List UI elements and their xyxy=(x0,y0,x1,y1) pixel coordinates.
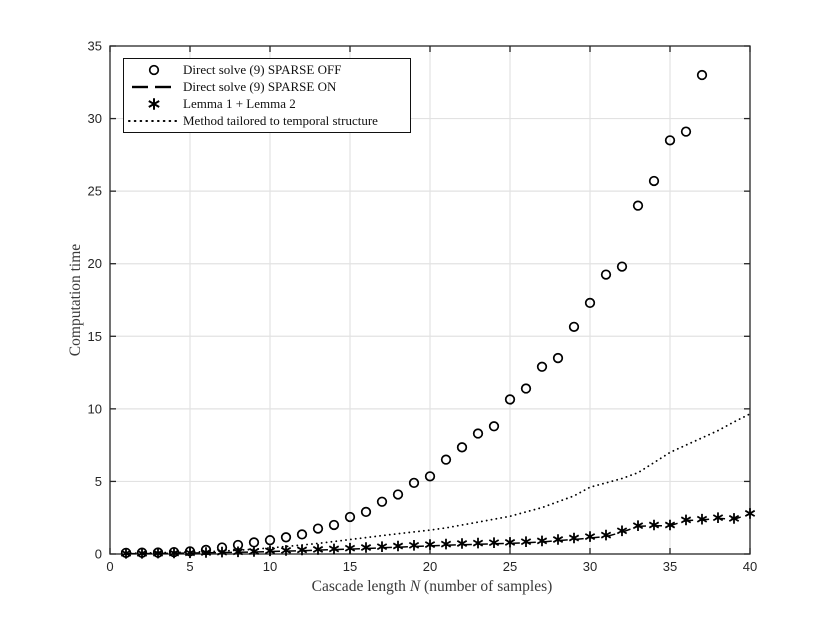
x-tick-label: 40 xyxy=(742,559,758,574)
asterisk-marker xyxy=(553,534,562,545)
asterisk-marker xyxy=(345,543,354,554)
y-tick-label: 5 xyxy=(94,473,102,489)
circle-marker xyxy=(298,530,307,539)
asterisk-marker xyxy=(489,537,498,548)
series-line xyxy=(126,414,750,553)
circle-marker xyxy=(250,538,259,547)
series-sparse-on xyxy=(126,514,750,554)
y-tick-label: 0 xyxy=(94,546,102,562)
circle-marker xyxy=(570,323,579,332)
asterisk-marker xyxy=(713,512,722,523)
series-sparse-off xyxy=(122,71,707,557)
circle-marker xyxy=(314,524,323,533)
circle-marker xyxy=(474,429,483,438)
circle-marker xyxy=(490,422,499,431)
asterisk-marker xyxy=(473,538,482,549)
asterisk-marker xyxy=(505,537,514,548)
y-tick-label: 20 xyxy=(87,256,102,272)
x-tick-label: 20 xyxy=(422,559,438,574)
y-tick-label: 15 xyxy=(87,328,102,344)
x-tick-label: 35 xyxy=(662,559,678,574)
circle-marker xyxy=(554,354,563,363)
asterisk-marker xyxy=(393,541,402,552)
asterisk-marker xyxy=(745,508,754,519)
asterisk-marker xyxy=(441,539,450,550)
dashed-line-icon xyxy=(124,79,180,95)
x-tick-label: 15 xyxy=(342,559,358,574)
x-tick-label: 0 xyxy=(106,559,114,574)
asterisk-marker xyxy=(585,531,594,542)
x-tick-label: 10 xyxy=(262,559,278,574)
legend-label-sparse-off: Direct solve (9) SPARSE OFF xyxy=(183,61,342,77)
legend-item-lemma xyxy=(124,96,410,113)
y-tick-label: 35 xyxy=(87,38,102,54)
circle-marker xyxy=(634,201,643,210)
asterisk-marker xyxy=(361,542,370,553)
legend-item-sparse-on xyxy=(124,78,410,95)
circle-marker xyxy=(522,384,531,393)
y-tick-label: 25 xyxy=(87,183,102,199)
series-lemma xyxy=(121,508,754,558)
asterisk-marker xyxy=(569,533,578,544)
asterisk-marker xyxy=(457,538,466,549)
legend-label-lemma: Lemma 1 + Lemma 2 xyxy=(183,96,296,112)
circle-marker-icon xyxy=(124,62,180,78)
y-tick-label: 10 xyxy=(87,401,102,417)
circle-marker xyxy=(650,177,659,186)
x-tick-label: 30 xyxy=(582,559,598,574)
legend-label-sparse-on: Direct solve (9) SPARSE ON xyxy=(183,78,337,94)
legend xyxy=(123,58,411,133)
asterisk-marker xyxy=(425,539,434,550)
circle-marker xyxy=(378,497,387,506)
circle-marker xyxy=(410,479,419,488)
asterisk-marker xyxy=(409,540,418,551)
circle-marker xyxy=(394,490,403,499)
x-tick-label: 5 xyxy=(186,559,194,574)
x-tick-label: 25 xyxy=(502,559,518,574)
circle-marker xyxy=(682,127,691,136)
circle-marker xyxy=(442,455,451,464)
asterisk-marker-icon xyxy=(124,96,180,112)
asterisk-marker xyxy=(377,541,386,552)
circle-marker xyxy=(362,508,371,517)
circle-marker xyxy=(282,533,291,542)
series-line xyxy=(126,514,750,554)
y-tick-label: 30 xyxy=(87,111,102,127)
asterisk-marker xyxy=(537,536,546,547)
y-axis-label: Computation time xyxy=(67,243,84,357)
legend-item-sparse-off xyxy=(124,61,410,78)
circle-marker xyxy=(698,71,707,80)
series-tailored xyxy=(126,414,750,553)
circle-marker xyxy=(458,443,467,452)
circle-marker xyxy=(602,270,611,279)
circle-marker xyxy=(330,521,339,530)
dotted-line-icon xyxy=(124,113,180,129)
legend-label-tailored: Method tailored to temporal structure xyxy=(183,113,378,129)
circle-marker xyxy=(538,362,547,371)
asterisk-marker xyxy=(521,536,530,547)
legend-item-tailored xyxy=(124,113,410,130)
x-axis-label: Cascade length N (number of samples) xyxy=(311,578,553,595)
